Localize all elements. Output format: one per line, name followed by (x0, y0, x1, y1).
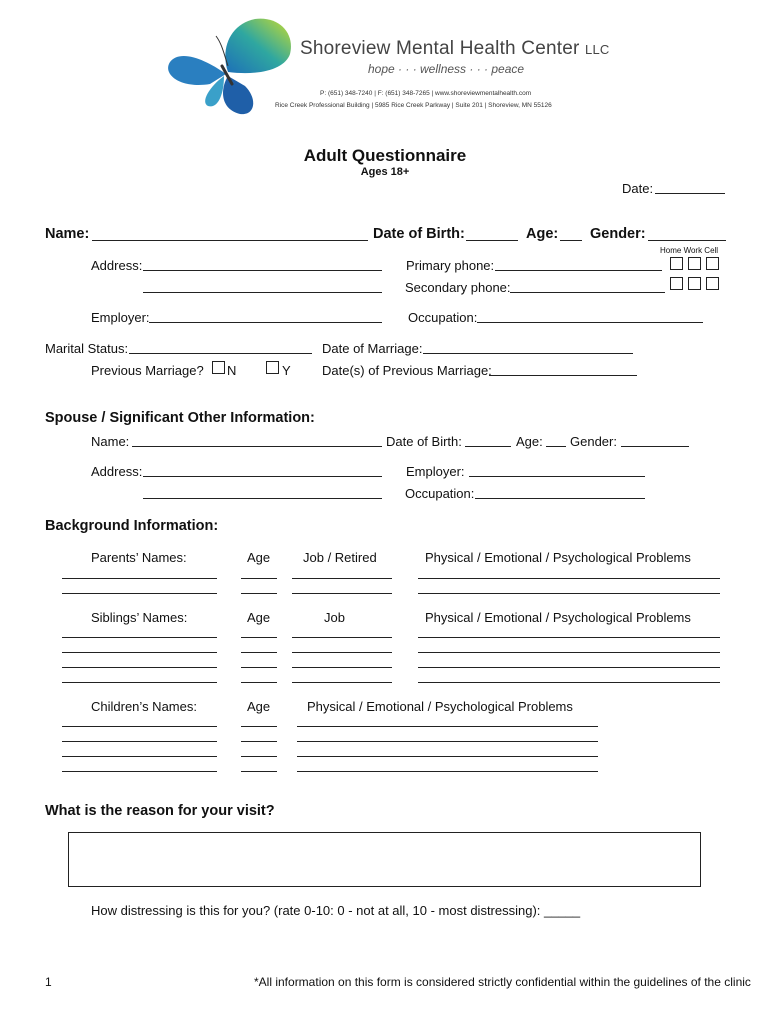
sibling-row-4-job-field[interactable] (292, 682, 392, 683)
sibling-row-2-problems-field[interactable] (418, 652, 720, 653)
spouse-occupation-label: Occupation: (405, 486, 475, 501)
child-row-3-age-field[interactable] (241, 756, 277, 757)
parent-row-1-age-field[interactable] (241, 578, 277, 579)
child-row-4-name-field[interactable] (62, 771, 217, 772)
primary-work-checkbox[interactable] (688, 257, 701, 270)
parents-age-header: Age (247, 550, 271, 565)
secondary-work-checkbox[interactable] (688, 277, 701, 290)
parent-row-1-job-field[interactable] (292, 578, 392, 579)
primary-home-checkbox[interactable] (670, 257, 683, 270)
sibling-row-2-job-field[interactable] (292, 652, 392, 653)
sibling-row-1-problems-field[interactable] (418, 637, 720, 638)
occupation-label: Occupation: (408, 310, 478, 325)
spouse-employer-field[interactable] (469, 476, 645, 477)
child-row-4-age-field[interactable] (241, 771, 277, 772)
secondary-phone-field[interactable] (510, 292, 665, 293)
gender-label: Gender: (590, 226, 646, 242)
sibling-row-2-age-field[interactable] (241, 652, 277, 653)
page-number: 1 (45, 975, 52, 989)
spouse-occupation-field[interactable] (475, 498, 645, 499)
sibling-row-1-age-field[interactable] (241, 637, 277, 638)
sibling-row-4-name-field[interactable] (62, 682, 217, 683)
child-row-1-age-field[interactable] (241, 726, 277, 727)
option-n-label: N (227, 363, 237, 378)
child-row-4-problems-field[interactable] (297, 771, 598, 772)
parents-problems-header: Physical / Emotional / Psychological Problems (425, 550, 691, 565)
occupation-field[interactable] (477, 322, 703, 323)
parent-row-1-problems-field[interactable] (418, 578, 720, 579)
sibling-row-3-problems-field[interactable] (418, 667, 720, 668)
date-field[interactable] (655, 193, 725, 194)
spouse-employer-label: Employer: (406, 464, 465, 479)
page-title: Adult Questionnaire (303, 146, 467, 165)
parent-row-2-age-field[interactable] (241, 593, 277, 594)
date-label: Date: (622, 181, 654, 196)
name-label: Name: (45, 226, 90, 242)
visit-reason-textbox[interactable] (68, 832, 701, 887)
spouse-address-field-1[interactable] (143, 476, 382, 477)
child-row-3-name-field[interactable] (62, 756, 217, 757)
children-problems-header: Physical / Emotional / Psychological Problems (307, 699, 573, 714)
spouse-name-label: Name: (91, 434, 130, 449)
spouse-dob-label: Date of Birth: (386, 434, 462, 449)
distress-rating-prompt: How distressing is this for you? (rate 0-10: 0 - not at all, 10 - most distressing): _____ (91, 903, 581, 918)
secondary-cell-checkbox[interactable] (706, 277, 719, 290)
siblings-problems-header: Physical / Emotional / Psychological Problems (425, 610, 691, 625)
employer-label: Employer: (91, 310, 150, 325)
spouse-address-label: Address: (91, 464, 143, 479)
siblings-age-header: Age (247, 610, 271, 625)
org-suffix: LLC (585, 42, 610, 57)
address-label: Address: (91, 258, 143, 273)
parent-row-2-problems-field[interactable] (418, 593, 720, 594)
parents-job-header: Job / Retired (303, 550, 377, 565)
children-age-header: Age (247, 699, 271, 714)
gender-field[interactable] (648, 240, 726, 241)
spouse-address-field-2[interactable] (143, 498, 382, 499)
parent-row-2-job-field[interactable] (292, 593, 392, 594)
primary-phone-label: Primary phone: (406, 258, 495, 273)
logo (150, 14, 610, 120)
child-row-2-problems-field[interactable] (297, 741, 598, 742)
spouse-age-label: Age: (516, 434, 543, 449)
sibling-row-3-job-field[interactable] (292, 667, 392, 668)
previous-marriage-y-checkbox[interactable] (266, 361, 279, 374)
primary-cell-checkbox[interactable] (706, 257, 719, 270)
secondary-phone-label: Secondary phone: (405, 280, 511, 295)
address-field-2[interactable] (143, 292, 382, 293)
siblings-job-header: Job (324, 610, 345, 625)
sibling-row-3-name-field[interactable] (62, 667, 217, 668)
previous-marriage-n-checkbox[interactable] (212, 361, 225, 374)
spouse-heading: Spouse / Significant Other Information: (45, 410, 315, 426)
sibling-row-1-name-field[interactable] (62, 637, 217, 638)
parent-row-1-name-field[interactable] (62, 578, 217, 579)
tagline: hope · · · wellness · · · peace (368, 62, 525, 76)
sibling-row-2-name-field[interactable] (62, 652, 217, 653)
spouse-gender-field[interactable] (621, 446, 689, 447)
marriage-date-label: Date of Marriage: (322, 341, 423, 356)
option-y-label: Y (282, 363, 291, 378)
phone-type-labels: Home Work Cell (660, 246, 719, 255)
parent-row-2-name-field[interactable] (62, 593, 217, 594)
contact-line: P: (651) 348-7240 | F: (651) 348-7265 | www.shoreviewmentalhealth.com (320, 90, 532, 97)
parents-names-header: Parents’ Names: (91, 550, 187, 565)
sibling-row-3-age-field[interactable] (241, 667, 277, 668)
age-label: Age: (526, 226, 559, 242)
previous-marriage-dates-field[interactable] (489, 375, 637, 376)
marriage-date-field[interactable] (423, 353, 633, 354)
children-names-header: Children’s Names: (91, 699, 197, 714)
child-row-1-problems-field[interactable] (297, 726, 598, 727)
child-row-2-age-field[interactable] (241, 741, 277, 742)
name-field[interactable] (92, 240, 368, 241)
secondary-home-checkbox[interactable] (670, 277, 683, 290)
previous-marriage-dates-label: Date(s) of Previous Marriage: (322, 363, 492, 378)
confidentiality-note: *All information on this form is considered strictly confidential within the guidelines of the clinic (254, 975, 751, 989)
marital-status-field[interactable] (129, 353, 312, 354)
org-name: Shoreview Mental Health Center (300, 38, 580, 59)
spouse-name-field[interactable] (132, 446, 382, 447)
dob-field[interactable] (466, 240, 518, 241)
address-line: Rice Creek Professional Building | 5985 Rice Creek Parkway | Suite 201 | Shoreview, MN 55126 (275, 102, 552, 109)
address-field-1[interactable] (143, 270, 382, 271)
child-row-3-problems-field[interactable] (297, 756, 598, 757)
spouse-gender-label: Gender: (570, 434, 617, 449)
employer-field[interactable] (149, 322, 382, 323)
background-heading: Background Information: (45, 518, 219, 534)
age-field[interactable] (560, 240, 582, 241)
siblings-names-header: Siblings’ Names: (91, 610, 188, 625)
sibling-row-4-age-field[interactable] (241, 682, 277, 683)
child-row-1-name-field[interactable] (62, 726, 217, 727)
primary-phone-field[interactable] (495, 270, 662, 271)
sibling-row-1-job-field[interactable] (292, 637, 392, 638)
page-subtitle: Ages 18+ (360, 166, 410, 178)
previous-marriage-label: Previous Marriage? (91, 363, 204, 378)
spouse-dob-field[interactable] (465, 446, 511, 447)
dob-label: Date of Birth: (373, 226, 465, 242)
marital-status-label: Marital Status: (45, 341, 129, 356)
spouse-age-field[interactable] (546, 446, 566, 447)
sibling-row-4-problems-field[interactable] (418, 682, 720, 683)
visit-heading: What is the reason for your visit? (45, 803, 275, 819)
child-row-2-name-field[interactable] (62, 741, 217, 742)
